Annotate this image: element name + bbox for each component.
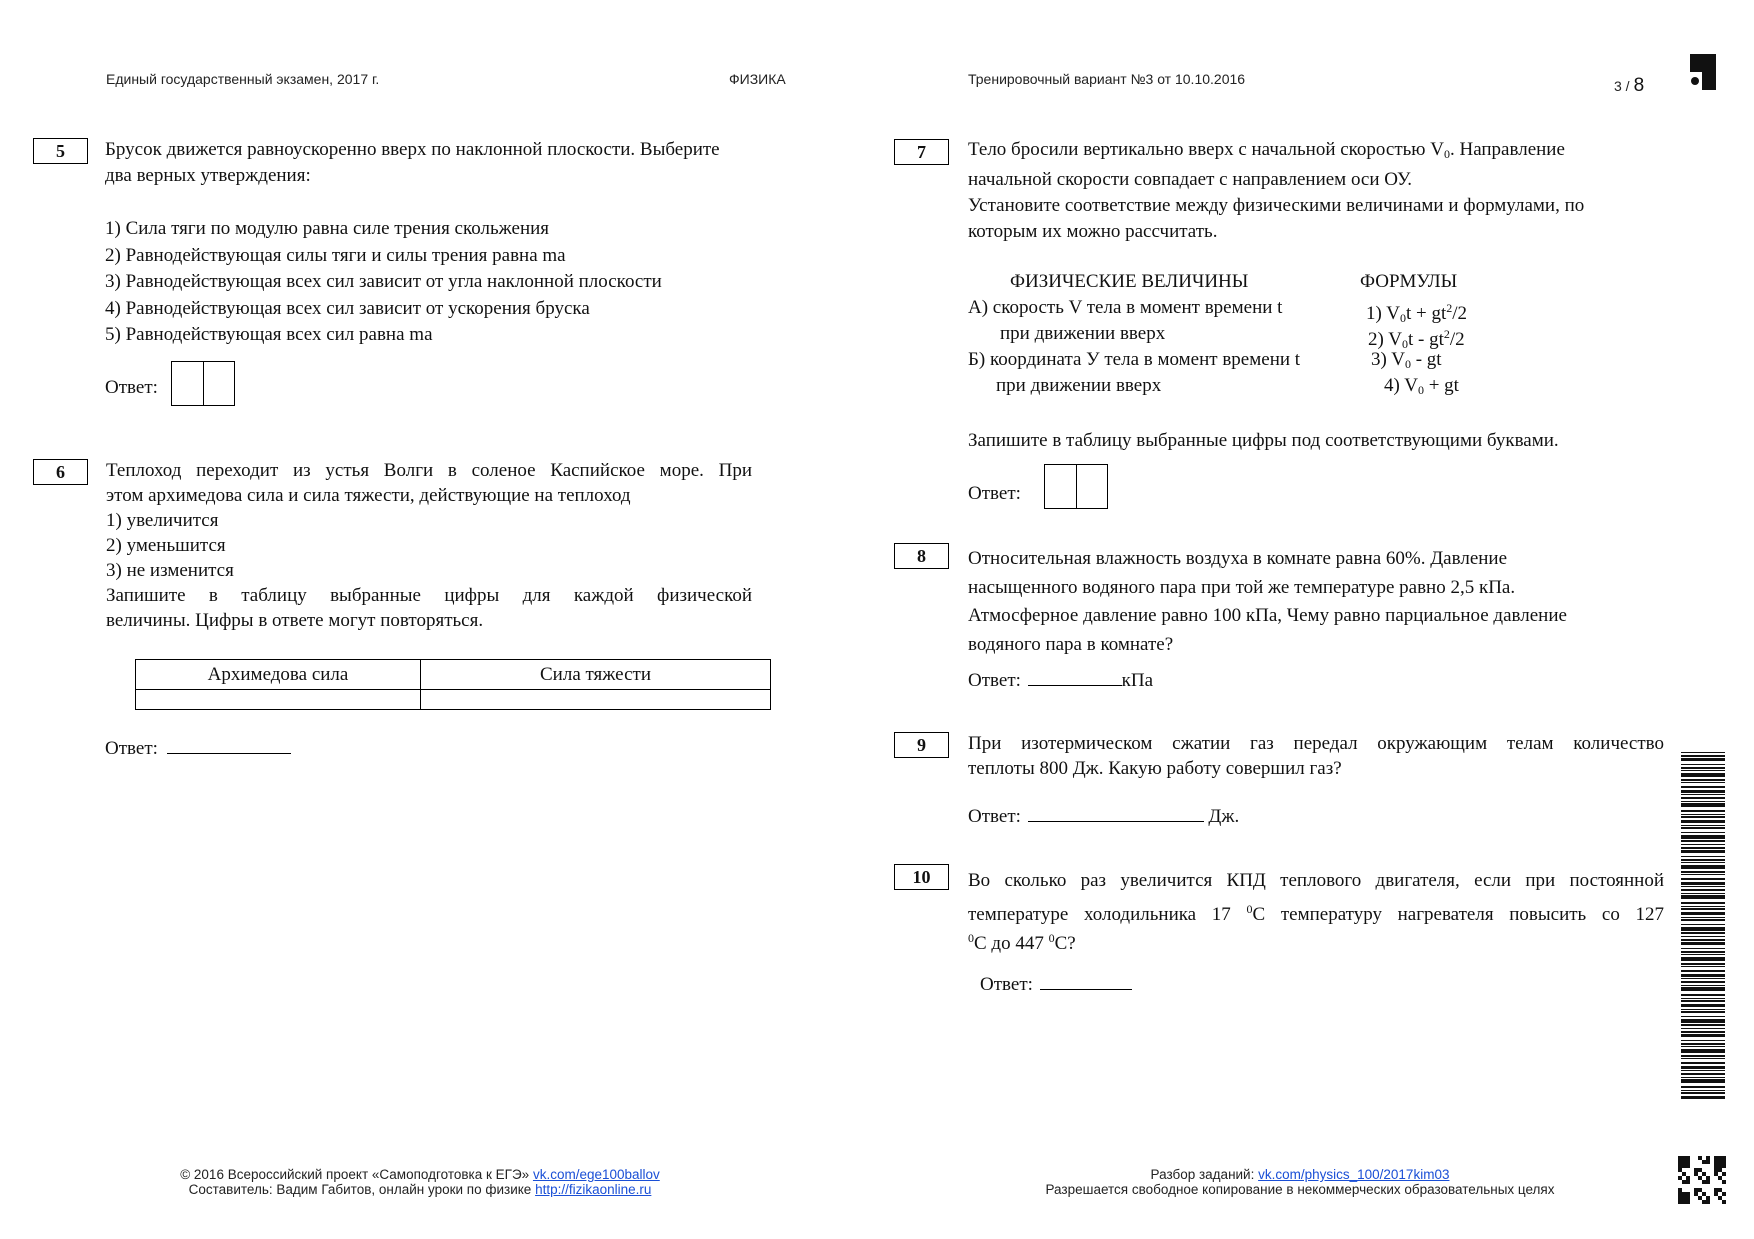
superscript: 2 (1446, 301, 1453, 315)
question-number-5: 5 (33, 138, 88, 164)
q7-item-b: Б) координата У тела в момент времени t (968, 349, 1301, 370)
answer-cell[interactable] (172, 362, 203, 405)
answer-cell[interactable] (1076, 465, 1107, 508)
page-current: 3 / (1614, 78, 1630, 94)
q7-formula-4 (1384, 373, 1459, 403)
q10-text-part: С до 447 (974, 933, 1049, 954)
q8-text-line: Относительная влажность воздуха в комнате равна 60%. Давление (968, 548, 1508, 569)
footer-license: Разрешается свободное копирование в некоммерческих образовательных целях (1045, 1182, 1555, 1197)
q6-note-line-1 (106, 583, 752, 608)
q8-text-line: водяного пара в комнате? (968, 633, 1174, 655)
barcode-icon (1681, 752, 1725, 1102)
question-9-text-line-1 (968, 731, 1664, 756)
degree-superscript: 0 (1048, 931, 1055, 945)
q6-option: 2) уменьшится (106, 535, 226, 556)
question-9-text-line-2: теплоты 800 Дж. Какую работу совершил газ? (968, 758, 1342, 779)
answer-cell[interactable] (1045, 465, 1076, 508)
q10-text-part: С температуру нагревателя повысить со 127 (1252, 904, 1664, 925)
q7-note: Запишите в таблицу выбранные цифры под соответствующими буквами. (968, 430, 1559, 451)
fizikaonline-link[interactable]: http://fizikaonline.ru (535, 1182, 652, 1197)
footer-left-line-1 (120, 1167, 720, 1182)
question-10-text-line-3 (968, 924, 1076, 958)
formula-part: - gt (1410, 349, 1442, 370)
formula-part: + gt (1423, 375, 1459, 396)
question-10-text-line-1 (968, 866, 1664, 895)
footer-author: Составитель: Вадим Габитов, онлайн уроки по физике (188, 1182, 536, 1197)
q6-answer-table (135, 659, 771, 710)
q7-text-line: Установите соответствие между физическими величинами и формулами, по (968, 195, 1585, 216)
q7-answer-cells[interactable] (1044, 464, 1108, 509)
exam-title: Единый государственный экзамен, 2017 г. (106, 71, 380, 87)
q10-text-line: Во сколько раз увеличится КПД теплового двигателя, если при постоянной (968, 870, 1664, 891)
question-number-6: 6 (33, 459, 88, 485)
q7-col-right-header: ФОРМУЛЫ (1360, 271, 1458, 292)
q10-answer-label: Ответ: (980, 974, 1033, 995)
formula-part: /2 (1452, 303, 1468, 324)
formula-part: t + gt (1405, 303, 1447, 324)
variant-title: Тренировочный вариант №3 от 10.10.2016 (968, 71, 1246, 87)
formula-part: /2 (1449, 329, 1465, 350)
formula-part: 2) V (1368, 329, 1402, 350)
q5-text-line: два верных утверждения: (105, 165, 311, 186)
subscript: 0 (1399, 311, 1406, 325)
answer-field[interactable] (1028, 667, 1122, 686)
q7-text-line: начальной скорости совпадает с направлением оси ОУ. (968, 169, 1413, 190)
q7-text-line: которым их можно рассчитать. (968, 221, 1218, 242)
formula-part: t - gt (1407, 329, 1444, 350)
q7-text-part: Тело бросили вертикально вверх с начальной скоростью V (968, 139, 1444, 160)
question-7-text (968, 137, 1668, 245)
q7-col-left-header: ФИЗИЧЕСКИЕ ВЕЛИЧИНЫ (1010, 271, 1249, 292)
q7-answer-label: Ответ: (968, 483, 1021, 504)
q5-option: 5) Равнодействующая всех сил равна ma (105, 324, 433, 345)
q6-answer-label: Ответ: (105, 738, 158, 759)
q9-answer-label: Ответ: (968, 806, 1021, 827)
q6-option: 1) увеличится (106, 510, 219, 531)
footer-left-line-2 (120, 1182, 720, 1197)
footer-analysis: Разбор заданий: (1150, 1167, 1259, 1182)
subscript: 0 (1401, 337, 1408, 351)
q5-option: 1) Сила тяги по модулю равна силе трения скольжения (105, 218, 550, 239)
q9-answer (968, 803, 1239, 830)
superscript: 2 (1443, 327, 1450, 341)
question-number-8: 8 (894, 543, 949, 569)
qr-code-icon (1678, 1156, 1726, 1204)
q6-note-line-2: величины. Цифры в ответе могут повторяться. (106, 610, 484, 631)
subscript: 0 (1417, 383, 1424, 397)
q8-answer-label: Ответ: (968, 670, 1021, 691)
question-number-9: 9 (894, 732, 949, 758)
page-total: 8 (1633, 75, 1645, 96)
q9-unit: Дж. (1208, 806, 1240, 827)
question-5-options (105, 216, 662, 349)
q10-text-part: температуре холодильника 17 (968, 904, 1247, 925)
corner-marker-icon (1688, 54, 1716, 90)
q6-text-line: Теплоход переходит из устья Волги в соленое Каспийское море. При (106, 460, 752, 481)
q6-text-line: этом архимедова сила и сила тяжести, действующие на теплоход (106, 485, 631, 506)
q6-note: Запишите в таблицу выбранные цифры для каждой физической (106, 585, 752, 606)
q5-option: 3) Равнодействующая всех сил зависит от угла наклонной плоскости (105, 271, 662, 292)
q7-item-a: А) скорость V тела в момент времени t (968, 297, 1283, 318)
subscript: 0 (1404, 357, 1411, 371)
answer-field[interactable] (1040, 971, 1132, 990)
q8-answer (968, 667, 1153, 694)
table-header-gravity: Сила тяжести (421, 660, 771, 690)
page-number (1614, 75, 1644, 97)
footer-right (1000, 1167, 1600, 1197)
q10-text-part: С? (1054, 933, 1076, 954)
question-6-text-2 (106, 483, 631, 583)
q5-answer-label: Ответ: (105, 377, 158, 398)
answer-field[interactable] (167, 735, 291, 754)
subject-title: ФИЗИКА (729, 71, 786, 87)
question-number-10: 10 (894, 864, 949, 890)
question-6-text (106, 458, 752, 483)
q7-item-a-cont: при движении вверх (1000, 323, 1166, 344)
vk-physics-link[interactable]: vk.com/physics_100/2017kim03 (1258, 1167, 1450, 1182)
question-5-text (105, 137, 785, 189)
footer-right-line-1 (1000, 1167, 1600, 1182)
q5-option: 4) Равнодействующая всех сил зависит от ускорения бруска (105, 297, 590, 319)
q5-text-line: Брусок движется равноускоренно вверх по наклонной плоскости. Выберите (105, 139, 720, 160)
degree-superscript: 0 (1246, 902, 1253, 916)
degree-superscript: 0 (968, 931, 974, 945)
q8-text-line: Атмосферное давление равно 100 кПа, Чему равно парциальное давление (968, 605, 1567, 626)
formula-part: 4) V (1384, 375, 1418, 396)
question-number-7: 7 (894, 139, 949, 165)
q8-text-line: насыщенного водяного пара при той же температуре равно 2,5 кПа. (968, 576, 1516, 598)
q5-option: 2) Равнодействующая силы тяги и силы трения равна ma (105, 244, 566, 266)
q5-answer-cells[interactable] (171, 361, 235, 406)
formula-part: 3) V (1371, 349, 1405, 370)
table-header-archimedes: Архимедова сила (136, 660, 421, 690)
footer-left (120, 1167, 720, 1197)
answer-field[interactable] (1028, 803, 1204, 822)
footer-credit: © 2016 Всероссийский проект «Самоподготовка к ЕГЭ» (180, 1167, 533, 1182)
q7-text-line (968, 137, 1668, 167)
q7-item-b-cont: при движении вверх (996, 375, 1162, 396)
answer-cell[interactable] (203, 362, 234, 405)
q9-text-line: При изотермическом сжатии газ передал окружающим телам количество (968, 733, 1664, 754)
answer-cell[interactable] (421, 690, 771, 710)
q8-unit: кПа (1121, 670, 1154, 691)
q10-answer (980, 971, 1132, 998)
q7-text-part: . Направление (1449, 139, 1565, 160)
question-8-text (968, 545, 1567, 659)
q6-option: 3) не изменится (106, 560, 234, 581)
subscript: 0 (1443, 147, 1450, 161)
vk-project-link[interactable]: vk.com/ege100ballov (532, 1167, 660, 1182)
formula-part: 1) V (1366, 303, 1400, 324)
q6-answer (105, 735, 291, 762)
answer-cell[interactable] (136, 690, 421, 710)
